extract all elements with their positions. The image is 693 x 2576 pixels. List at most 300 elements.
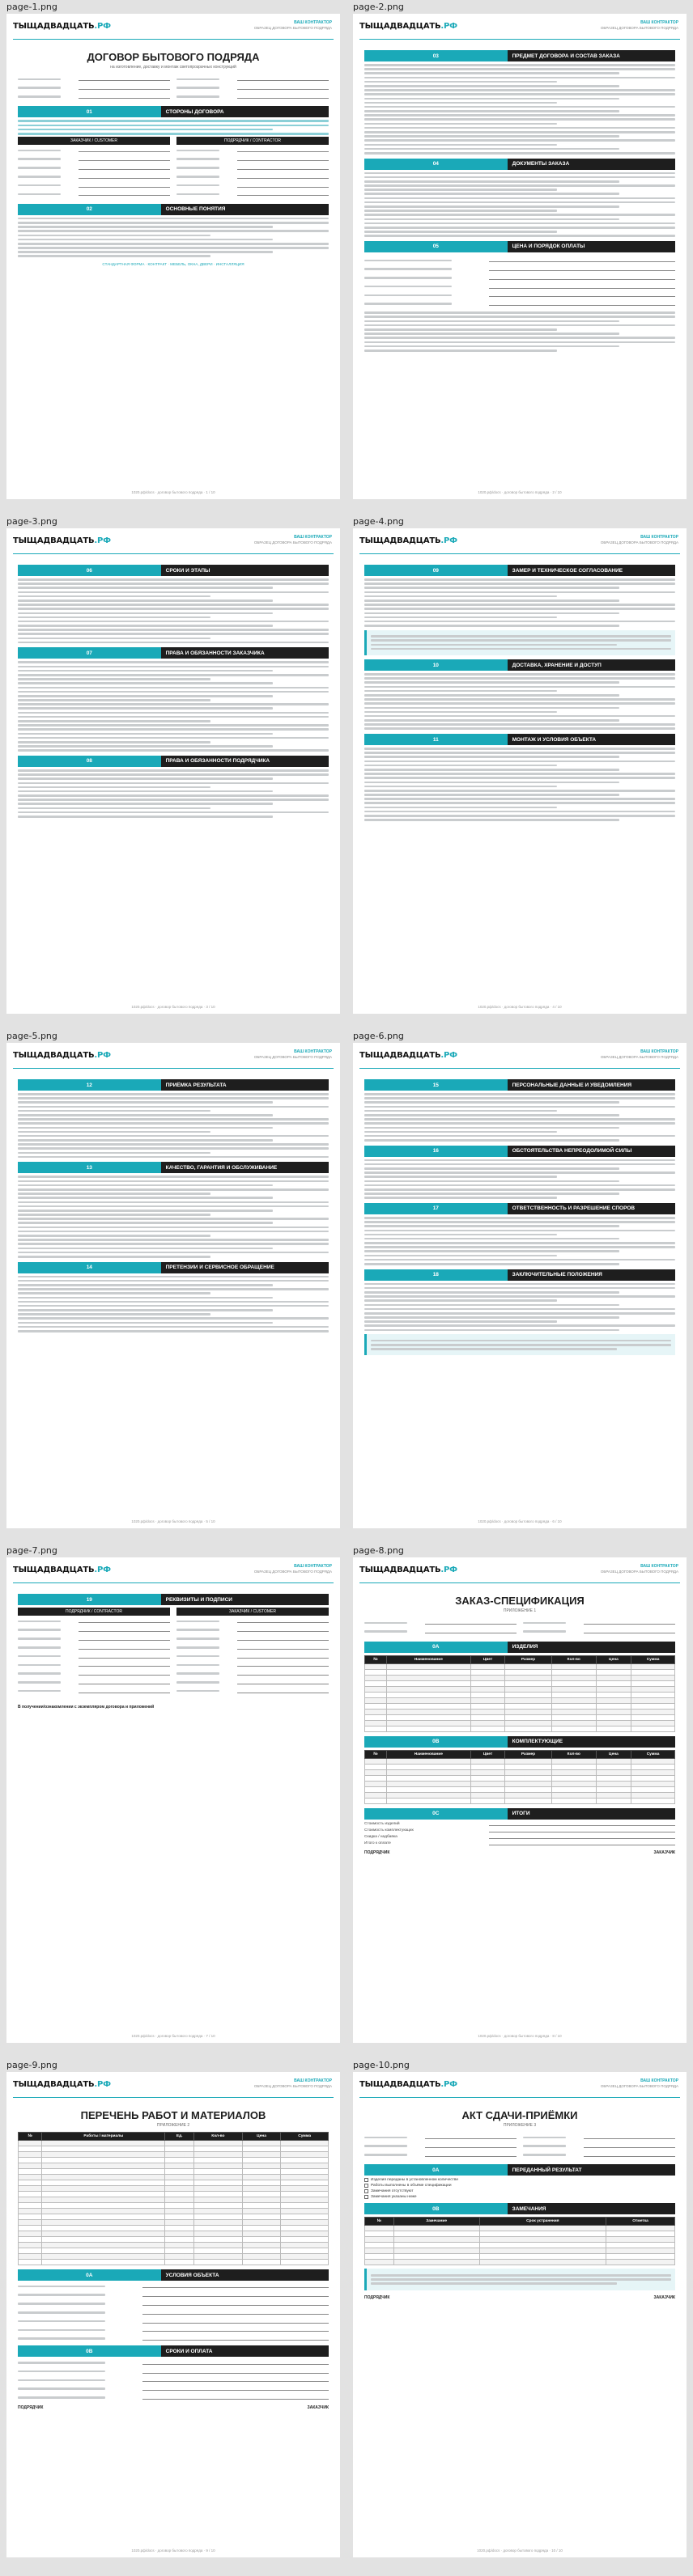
text-line <box>18 1205 329 1208</box>
table-cell <box>551 1786 596 1792</box>
text-line <box>18 777 273 780</box>
note-box <box>364 2269 675 2290</box>
form-field <box>176 1671 329 1677</box>
checkbox-item[interactable]: Замечания отсутствуют <box>364 2189 675 2193</box>
form-field <box>18 2301 329 2307</box>
table-row <box>19 2260 329 2265</box>
text-line <box>364 1188 675 1191</box>
table-cell <box>386 1764 470 1769</box>
page-footer: 1020.рф/docs · договор бытового подряда · 3 / 10 <box>131 1005 215 1009</box>
page-thumbnail[interactable] <box>0 0 346 518</box>
text-line <box>18 125 329 127</box>
section-band <box>364 659 675 671</box>
section-title: ПРЕТЕНЗИИ И СЕРВИСНОЕ ОБРАЩЕНИЕ <box>161 1262 329 1273</box>
text-line <box>364 193 619 195</box>
table-cell <box>42 2192 165 2197</box>
table-cell <box>193 2203 242 2209</box>
section-title: ЦЕНА И ПОРЯДОК ОПЛАТЫ <box>508 241 675 252</box>
table-cell <box>19 2243 42 2248</box>
table-cell <box>365 1764 387 1769</box>
table-cell <box>365 1709 387 1714</box>
table-cell <box>606 2231 675 2237</box>
table-cell <box>551 1680 596 1686</box>
table-cell <box>470 1675 504 1680</box>
table-header: Кол-во <box>551 1750 596 1758</box>
table-cell <box>281 2226 329 2231</box>
brand-logo: ТЫЩАДВАДЦАТЬ.РФ <box>359 22 457 31</box>
form-field <box>176 1627 329 1633</box>
table-header: Работы / материалы <box>42 2133 165 2141</box>
text-line <box>364 1118 675 1121</box>
text-line <box>364 98 619 100</box>
table-cell <box>606 2243 675 2248</box>
table-cell <box>165 2175 194 2180</box>
text-line <box>364 1101 619 1104</box>
text-line <box>371 2278 671 2281</box>
text-line <box>364 106 675 108</box>
section-band <box>364 1736 675 1748</box>
text-line <box>18 638 210 640</box>
section-title: ДОСТАВКА, ХРАНЕНИЕ И ДОСТУП <box>508 659 675 671</box>
table-cell <box>281 2197 329 2203</box>
text-line <box>364 180 619 183</box>
section-band <box>364 1079 675 1091</box>
page-thumbnail[interactable] <box>346 1544 693 2061</box>
text-line <box>364 114 675 117</box>
text-line <box>18 737 329 739</box>
table-header: № <box>19 2133 42 2141</box>
text-line <box>364 1106 675 1108</box>
section-number: 10 <box>364 659 508 671</box>
header-meta: ВАШ КОНТРАКТОР ОБРАЗЕЦ ДОГОВОРА БЫТОВОГО ПОДРЯДА <box>253 1564 332 1574</box>
table-cell <box>42 2226 165 2231</box>
text-line <box>364 1163 675 1166</box>
text-line <box>364 583 675 585</box>
text-line <box>364 89 675 91</box>
text-line <box>18 1313 210 1316</box>
receipt-note: В получении/ознакомлении с экземпляром договора и приложений <box>18 1705 155 1710</box>
text-line <box>18 720 210 722</box>
header-meta: ВАШ КОНТРАКТОР ОБРАЗЕЦ ДОГОВОРА БЫТОВОГО ПОДРЯДА <box>600 535 678 544</box>
note-box <box>364 1334 675 1355</box>
checkbox-item[interactable]: Изделия переданы в установленном количестве <box>364 2178 675 2182</box>
text-line <box>364 1122 675 1125</box>
form-field <box>523 2134 675 2141</box>
text-line <box>18 129 273 131</box>
works-table <box>18 2132 329 2265</box>
section-title: КАЧЕСТВО, ГАРАНТИЯ И ОБСЛУЖИВАНИЕ <box>161 1162 329 1173</box>
table-cell <box>479 2243 606 2248</box>
table-cell <box>596 1775 631 1781</box>
table-cell <box>393 2260 479 2265</box>
table-cell <box>281 2231 329 2237</box>
page-thumbnail[interactable] <box>346 515 693 1032</box>
page-thumbnail[interactable] <box>346 1029 693 1547</box>
table-cell <box>193 2260 242 2265</box>
form-field <box>176 85 329 91</box>
text-line <box>364 1295 675 1298</box>
table-row <box>365 1703 675 1709</box>
text-line <box>18 1243 329 1245</box>
table-row <box>19 2243 329 2248</box>
text-line <box>364 1180 619 1183</box>
page-thumbnail[interactable] <box>0 1029 346 1547</box>
table-cell <box>631 1726 675 1731</box>
table-cell <box>365 2260 394 2265</box>
table-row <box>365 1720 675 1726</box>
section-title: ЗАКЛЮЧИТЕЛЬНЫЕ ПОЛОЖЕНИЯ <box>508 1269 675 1281</box>
text-line <box>364 1127 619 1129</box>
table-cell <box>242 2192 280 2197</box>
table-cell <box>386 1775 470 1781</box>
table-cell <box>386 1786 470 1792</box>
table-cell <box>393 2243 479 2248</box>
page-header <box>6 528 340 559</box>
document-page <box>353 2072 687 2557</box>
table-cell <box>365 1720 387 1726</box>
document-page <box>353 528 687 1014</box>
text-line <box>364 727 675 730</box>
section-number: 0А <box>364 2164 508 2176</box>
section-title: ПЕРЕДАННЫЙ РЕЗУЛЬТАТ <box>508 2164 675 2176</box>
table-cell <box>242 2158 280 2163</box>
page-filename: page-7.png <box>6 1545 57 1556</box>
table-cell <box>42 2175 165 2180</box>
text-line <box>364 1316 619 1319</box>
form-field <box>176 1688 329 1694</box>
text-line <box>364 1131 557 1133</box>
text-line <box>18 1201 329 1204</box>
table-cell <box>551 1703 596 1709</box>
table-cell <box>551 1726 596 1731</box>
text-line <box>364 625 619 627</box>
text-line <box>364 1234 557 1236</box>
tagline: СТАНДАРТНАЯ ФОРМА · КОНТРАКТ · МЕБЕЛЬ, ОКНА, ДВЕРИ · ИНСТАЛЛЯЦИЯ <box>102 262 244 267</box>
table-cell <box>505 1781 552 1786</box>
text-line <box>364 311 675 314</box>
section-band <box>364 159 675 170</box>
table-cell <box>42 2220 165 2226</box>
text-line <box>364 1263 619 1265</box>
page-header <box>353 14 687 44</box>
page-thumbnail[interactable] <box>346 2058 693 2576</box>
text-line <box>364 748 675 750</box>
table-header: Отметка <box>606 2218 675 2226</box>
text-line <box>18 1326 329 1328</box>
section-title: МОНТАЖ И УСЛОВИЯ ОБЪЕКТА <box>508 734 675 745</box>
text-line <box>364 77 675 79</box>
table-cell <box>365 1703 387 1709</box>
table-cell <box>365 1680 387 1686</box>
text-line <box>18 1252 329 1254</box>
table-cell <box>242 2146 280 2152</box>
table-cell <box>19 2192 42 2197</box>
text-line <box>18 255 210 257</box>
table-cell <box>551 1792 596 1798</box>
table-cell <box>631 1669 675 1675</box>
table-cell <box>365 2237 394 2243</box>
checkbox[interactable] <box>364 2189 368 2193</box>
table-header: Замечание <box>393 2218 479 2226</box>
text-line <box>18 1288 329 1290</box>
page-filename: page-8.png <box>353 1545 404 1556</box>
form-field <box>18 165 170 172</box>
page-thumbnail[interactable] <box>0 1544 346 2061</box>
text-line <box>364 139 675 142</box>
checkbox-item[interactable]: Замечания указаны ниже <box>364 2195 675 2199</box>
text-line <box>18 816 273 818</box>
table-cell <box>242 2237 280 2243</box>
text-line <box>18 226 273 228</box>
table-cell <box>505 1669 552 1675</box>
section-band <box>364 2203 675 2214</box>
text-line <box>18 621 329 623</box>
table-cell <box>505 1692 552 1697</box>
section-title: ОСНОВНЫЕ ПОНЯТИЯ <box>161 204 329 215</box>
text-line <box>18 728 329 731</box>
text-line <box>364 110 619 112</box>
table-cell <box>596 1792 631 1798</box>
table-cell <box>631 1792 675 1798</box>
section-title: ИТОГИ <box>508 1808 675 1820</box>
table-cell <box>365 1758 387 1764</box>
text-line <box>364 1114 619 1116</box>
table-row <box>365 1680 675 1686</box>
table-cell <box>386 1675 470 1680</box>
text-line <box>364 1329 619 1332</box>
table-row <box>365 1781 675 1786</box>
form-field <box>18 2336 329 2342</box>
checkbox[interactable] <box>364 2184 368 2188</box>
form-field <box>18 1636 170 1642</box>
table-cell <box>193 2254 242 2260</box>
table-cell <box>470 1663 504 1669</box>
text-line <box>18 773 329 776</box>
page-subtitle: ПРИЛОЖЕНИЕ 3 <box>503 2123 537 2128</box>
page-filename: page-4.png <box>353 516 404 527</box>
form-field <box>364 1629 517 1635</box>
text-line <box>364 698 675 701</box>
table-row <box>19 2231 329 2237</box>
text-line <box>364 1238 619 1240</box>
table-cell <box>19 2146 42 2152</box>
text-line <box>371 2274 671 2277</box>
text-line <box>18 1330 329 1332</box>
brand-logo: ТЫЩАДВАДЦАТЬ.РФ <box>359 1566 457 1574</box>
form-field <box>18 1671 170 1677</box>
section-number: 09 <box>364 565 508 576</box>
text-line <box>371 1344 671 1346</box>
text-line <box>18 1131 210 1133</box>
section-number: 16 <box>364 1146 508 1157</box>
form-field <box>18 1618 170 1625</box>
table-cell <box>551 1692 596 1697</box>
table-cell <box>505 1703 552 1709</box>
table-cell <box>631 1781 675 1786</box>
table-cell <box>505 1680 552 1686</box>
section-number: 0B <box>364 1736 508 1748</box>
section-title: ПЕРСОНАЛЬНЫЕ ДАННЫЕ И УВЕДОМЛЕНИЯ <box>508 1079 675 1091</box>
text-line <box>364 218 619 221</box>
table-cell <box>165 2220 194 2226</box>
table-cell <box>281 2214 329 2220</box>
form-field <box>18 1627 170 1633</box>
table-header: Ед. <box>165 2133 194 2141</box>
table-cell <box>19 2214 42 2220</box>
form-field <box>18 2395 329 2401</box>
text-line <box>364 786 557 788</box>
table-cell <box>281 2141 329 2146</box>
text-line <box>364 673 675 676</box>
table-cell <box>19 2231 42 2237</box>
text-line <box>364 600 619 602</box>
page-filename: page-6.png <box>353 1031 404 1041</box>
form-field <box>523 1629 675 1635</box>
text-line <box>371 644 617 646</box>
form-field <box>18 147 170 154</box>
section-number: 17 <box>364 1203 508 1214</box>
text-line <box>364 1246 675 1248</box>
table-cell <box>42 2254 165 2260</box>
text-line <box>18 794 329 797</box>
text-line <box>364 595 557 598</box>
page-thumbnail[interactable] <box>346 0 693 518</box>
section-number: 05 <box>364 241 508 252</box>
table-cell <box>631 1764 675 1769</box>
table-cell <box>386 1769 470 1775</box>
table-cell <box>281 2169 329 2175</box>
text-line <box>18 1093 329 1095</box>
table-cell <box>470 1769 504 1775</box>
page-thumbnail[interactable] <box>0 2058 346 2576</box>
text-line <box>18 1114 273 1116</box>
text-line <box>18 1139 273 1142</box>
text-line <box>364 148 619 150</box>
table-cell <box>165 2152 194 2158</box>
form-field <box>364 283 675 290</box>
form-field <box>18 2327 329 2333</box>
checkbox-item[interactable]: Работы выполнены в объёме спецификации <box>364 2184 675 2188</box>
table-cell <box>470 1697 504 1703</box>
section-title: ЗАМЕЧАНИЯ <box>508 2203 675 2214</box>
page-thumbnail[interactable] <box>0 515 346 1032</box>
table-row <box>365 1769 675 1775</box>
table-row <box>19 2163 329 2169</box>
text-line <box>364 694 619 697</box>
text-line <box>18 1227 329 1229</box>
table-cell <box>631 1758 675 1764</box>
text-line <box>18 595 210 598</box>
table-row <box>19 2237 329 2243</box>
table-cell <box>165 2192 194 2197</box>
text-line <box>364 337 675 339</box>
page-footer: 1020.рф/docs · договор бытового подряда · 6 / 10 <box>478 1519 562 1523</box>
table-row <box>365 2226 675 2231</box>
text-line <box>364 1167 619 1170</box>
section-title: РЕКВИЗИТЫ И ПОДПИСИ <box>161 1594 329 1605</box>
text-line <box>18 1297 273 1299</box>
section-number: 08 <box>18 756 161 767</box>
section-number: 06 <box>18 565 161 576</box>
header-meta: ВАШ КОНТРАКТОР ОБРАЗЕЦ ДОГОВОРА БЫТОВОГО ПОДРЯДА <box>253 2078 332 2088</box>
table-cell <box>606 2260 675 2265</box>
page-body <box>18 46 329 266</box>
page-footer: 1020.рф/docs · договор бытового подряда · 7 / 10 <box>131 2034 215 2038</box>
form-field <box>18 173 170 180</box>
table-cell <box>365 1714 387 1720</box>
text-line <box>364 1287 675 1290</box>
table-row <box>365 1792 675 1798</box>
form-field <box>176 165 329 172</box>
text-line <box>364 1320 557 1323</box>
text-line <box>364 752 675 754</box>
table-row <box>19 2203 329 2209</box>
section-number: 01 <box>18 106 161 117</box>
items-table <box>364 1655 675 1732</box>
page-body <box>18 2104 329 2410</box>
table-cell <box>42 2197 165 2203</box>
table-cell <box>193 2158 242 2163</box>
text-line <box>364 1283 675 1286</box>
section-band <box>18 756 329 767</box>
page-header <box>6 14 340 44</box>
checkbox[interactable] <box>364 2178 368 2182</box>
section-title: КОМПЛЕКТУЮЩИЕ <box>508 1736 675 1748</box>
table-row <box>19 2180 329 2186</box>
table-cell <box>242 2203 280 2209</box>
table-cell <box>281 2180 329 2186</box>
brand-logo: ТЫЩАДВАДЦАТЬ.РФ <box>359 536 457 545</box>
text-line <box>18 1214 210 1216</box>
text-line <box>364 1242 675 1244</box>
text-line <box>18 1122 329 1125</box>
table-row <box>365 1663 675 1669</box>
table-cell <box>19 2226 42 2231</box>
table-cell <box>505 1726 552 1731</box>
form-field <box>176 182 329 189</box>
table-cell <box>365 1786 387 1792</box>
text-line <box>364 1259 675 1261</box>
text-line <box>364 811 675 813</box>
table-cell <box>596 1720 631 1726</box>
checkbox[interactable] <box>364 2195 368 2199</box>
page-body <box>364 1590 675 1855</box>
text-line <box>364 123 557 125</box>
text-line <box>18 1280 329 1282</box>
text-line <box>364 324 675 327</box>
text-line <box>18 670 273 672</box>
form-field <box>18 2292 329 2298</box>
table-cell <box>386 1709 470 1714</box>
table-cell <box>193 2197 242 2203</box>
table-cell <box>281 2237 329 2243</box>
table-cell <box>551 1709 596 1714</box>
text-line <box>371 1348 617 1350</box>
table-row <box>19 2169 329 2175</box>
section-band <box>364 241 675 252</box>
table-cell <box>165 2231 194 2237</box>
text-line <box>18 1118 329 1121</box>
page-header <box>6 1043 340 1074</box>
text-line <box>18 243 329 245</box>
table-cell <box>193 2248 242 2254</box>
table-header: Цена <box>242 2133 280 2141</box>
text-line <box>18 1256 210 1258</box>
table-cell <box>19 2158 42 2163</box>
page-body <box>18 1590 329 1710</box>
header-meta: ВАШ КОНТРАКТОР ОБРАЗЕЦ ДОГОВОРА БЫТОВОГО ПОДРЯДА <box>600 1049 678 1059</box>
table-cell <box>596 1686 631 1692</box>
